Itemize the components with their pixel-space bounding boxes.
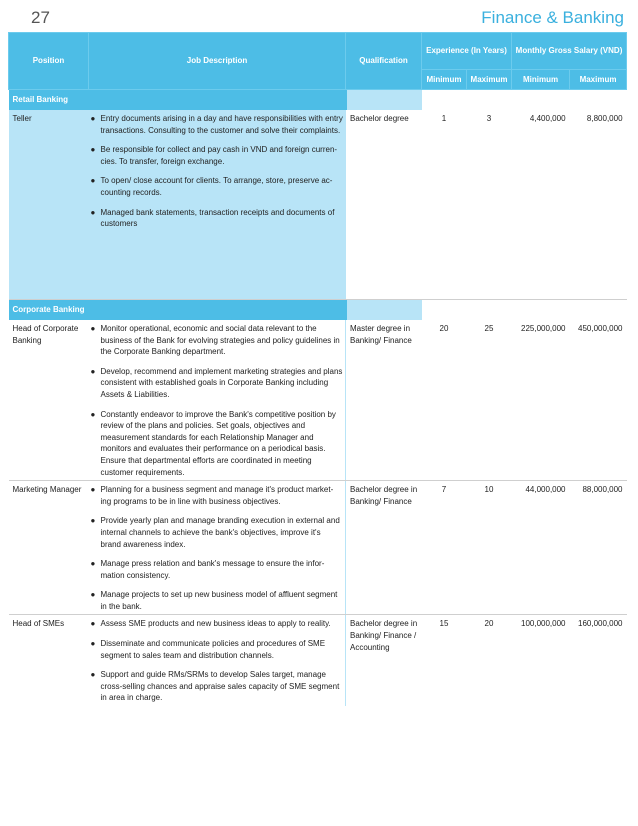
exp-max-cell: 10 <box>467 481 512 615</box>
position-cell: Marketing Manager <box>9 481 89 615</box>
bullet-icon: ● <box>90 145 96 155</box>
duty-item: ● To open/ close account for clients. To arrange, store, preserve ac- counting records. <box>90 176 333 197</box>
header-job-description: Job Description <box>89 33 346 90</box>
exp-min-cell: 20 <box>422 320 467 481</box>
bullet-icon: ● <box>90 590 96 600</box>
bullet-icon: ● <box>90 619 96 629</box>
table-row <box>9 615 627 706</box>
duty-item: ● Disseminate and communicate policies and procedures of SME segment to sales team and distribution channels. <box>90 639 326 660</box>
header-qualification: Qualification <box>346 33 422 90</box>
header-position: Position <box>9 33 89 90</box>
table-row <box>9 110 627 300</box>
duty-item: ● Provide yearly plan and manage branding execution in external and internal channels to achieve the bank's objectives, improve it's brand awareness index. <box>90 516 340 549</box>
bullet-icon: ● <box>90 516 96 526</box>
exp-min-cell: 15 <box>439 619 449 629</box>
sal-max-cell: 450,000,000 <box>570 320 627 481</box>
exp-min-cell: 7 <box>422 481 467 615</box>
sal-max-cell: 88,000,000 <box>570 481 627 615</box>
sal-min-cell: 225,000,000 <box>512 320 570 481</box>
header-sal-min: Minimum <box>512 70 570 90</box>
duty-item: ● Assess SME products and new business ideas to apply to reality. <box>90 619 331 629</box>
qualification-cell: Bachelor degree <box>346 110 422 300</box>
duty-item: ● Develop, recommend and implement marketing strategies and plans consistent with established goals in Corporate Banking including Assets & Liabilities. <box>90 366 343 399</box>
sal-max-cell: 160,000,000 <box>578 619 623 629</box>
header-salary: Monthly Gross Salary (VND) <box>512 33 627 70</box>
section-label: Corporate Banking <box>9 300 347 320</box>
duties-list <box>91 323 344 478</box>
qualification-cell: Bachelor degree in Banking/ Finance / Accounting <box>346 615 422 706</box>
bullet-icon: ● <box>90 485 96 495</box>
page-header-title: Finance & Banking <box>481 8 624 27</box>
sal-min-cell: 100,000,000 <box>521 619 566 629</box>
duty-item: ● Monitor operational, economic and social data relevant to the business of the Bank for evolving strategies and policy guidelines in the Corporate Banking department. <box>90 324 340 357</box>
table-row <box>9 481 627 615</box>
section-row-corporate-banking <box>9 300 627 321</box>
position-cell: Head of SMEs <box>12 619 65 629</box>
duty-item: ● Support and guide RMs/SRMs to develop Sales target, manage cross-selling chances and appraise sales capacity of SME segment in area in charge. <box>90 670 340 703</box>
exp-max-cell: 3 <box>467 110 512 300</box>
exp-max-cell: 25 <box>467 320 512 481</box>
table-row <box>9 320 627 481</box>
bullet-icon: ● <box>90 639 96 649</box>
header-exp-min: Minimum <box>422 70 467 90</box>
duty-item: ● Manage projects to set up new business model of affluent segment in the bank. <box>90 590 338 611</box>
sal-min-cell: 44,000,000 <box>512 481 570 615</box>
position-cell: Head of Corporate Banking <box>9 320 89 481</box>
duties-list <box>91 113 344 230</box>
header-sal-max: Maximum <box>570 70 627 90</box>
duty-item: ● Managed bank statements, transaction receipts and documents of customers <box>90 207 335 229</box>
job-description-cell <box>89 320 346 481</box>
qualification-cell: Bachelor degree in Banking/ Finance <box>346 481 422 615</box>
bullet-icon: ● <box>90 670 96 680</box>
bullet-icon: ● <box>90 207 96 217</box>
bullet-icon: ● <box>90 409 96 419</box>
duty-item: ● Be responsible for collect and pay cash in VND and foreign curren- cies. To transfer, foreign exchange. <box>90 145 338 166</box>
bullet-icon: ● <box>90 559 96 569</box>
qualification-cell: Master degree in Banking/ Finance <box>346 320 422 481</box>
salary-table-container <box>8 32 626 706</box>
duty-item: ● Constantly endeavor to improve the Bank's competitive position by review of the plans and policies. Set goals, objectives and measurement standards for each Relationship Manager and monitors and evaluates their performance on a periodical basis. Ensure that departmental efforts are coordinated in meeting customer requirements. <box>90 409 336 477</box>
position-cell: Teller <box>9 110 89 300</box>
duty-item: ● Entry documents arising in a day and have responsibilities with entry transactions. Consulting to the customer and solve their complaints. <box>90 114 343 135</box>
salary-table <box>8 32 627 706</box>
exp-max-cell: 20 <box>484 619 494 629</box>
job-description-cell <box>89 110 346 300</box>
sal-max-cell: 8,800,000 <box>570 110 627 300</box>
duty-item: ● Planning for a business segment and manage it's product market- ing programs to be in line with business objectives. <box>90 485 334 506</box>
job-description-cell <box>89 481 346 615</box>
sal-min-cell: 4,400,000 <box>512 110 570 300</box>
duty-item: ● Manage press relation and bank's message to ensure the infor- mation consistency. <box>90 559 325 580</box>
exp-min-cell: 1 <box>422 110 467 300</box>
header-exp-max: Maximum <box>467 70 512 90</box>
bullet-icon: ● <box>90 176 96 186</box>
bullet-icon: ● <box>90 114 96 123</box>
bullet-icon: ● <box>90 324 96 333</box>
section-row-retail-banking <box>9 90 627 111</box>
bullet-icon: ● <box>90 366 96 376</box>
duties-list <box>91 618 344 704</box>
header-experience: Experience (In Years) <box>422 33 512 70</box>
job-description-cell <box>89 615 346 706</box>
duties-list <box>91 484 344 612</box>
page-number: 27 <box>31 8 50 27</box>
section-label: Retail Banking <box>9 90 347 110</box>
